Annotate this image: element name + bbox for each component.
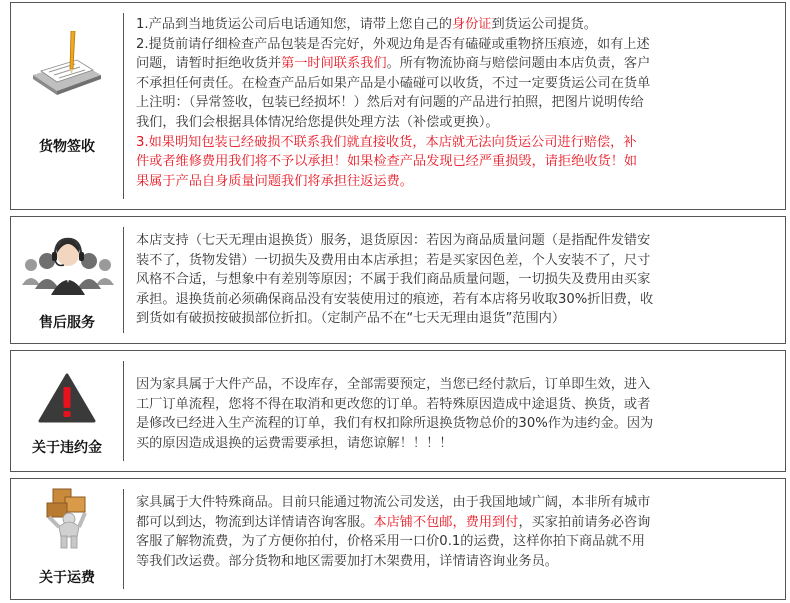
divider — [123, 489, 124, 589]
divider — [123, 361, 124, 461]
text-line — [136, 532, 775, 552]
text-segment: 装不了，货物发错）一切损失及费用由本店承担；若是买家因色差，个人安装不了，尺寸 — [136, 252, 651, 268]
text-segment: 2.提货前请仔细检查产品包装是否完好，外观边角是否有磕碰或重物挤压痕迹，如有上述 — [136, 36, 650, 52]
highlight-text: 身份证 — [451, 17, 492, 32]
section-goods-receipt — [10, 2, 786, 210]
text-line — [136, 414, 775, 434]
text-segment: 上注明：（异常签收，包装已经损坏！）然后对有问题的产品进行拍照，把图片说明传给 — [136, 95, 644, 111]
text-line — [136, 309, 775, 329]
text-line — [136, 395, 775, 415]
text-line — [136, 251, 775, 271]
text-segment: 到货运公司提货。 — [491, 17, 597, 32]
text-line — [136, 93, 775, 113]
section-text — [136, 15, 775, 191]
highlight-text: 3.如果明知包装已经破损不联系我们就直接收货，本店就无法向货运公司进行赔偿，补 — [136, 134, 637, 150]
text-line — [136, 152, 775, 172]
section-text — [136, 493, 775, 571]
text-line — [136, 54, 775, 74]
warning-triangle-icon — [38, 373, 96, 423]
text-line — [136, 290, 775, 310]
text-segment: 不承担任何责任。在检查产品后如果产品是小磕碰可以收货，不过一定要货运公司在货单 — [136, 75, 651, 91]
section-shipping — [10, 478, 786, 600]
text-line — [136, 552, 775, 572]
text-segment: 是修改已经进入生产流程的订单，我们有权扣除所退换货物总价的30%作为违约金。因为 — [136, 416, 654, 432]
section-after-sales — [10, 216, 786, 344]
section-label: 关于违约金 — [32, 440, 102, 456]
highlight-text: 件或者维修费用我们将不予以承担！如果检查产品发现已经严重损毁，请拒绝收货！如 — [136, 154, 638, 170]
text-line — [136, 74, 775, 94]
text-segment: 我们，我们会根据具体情况给您提供处理方法（补偿或更换）。 — [136, 114, 499, 130]
text-segment: 都可以到达，物流到达详情请咨询客服。 — [136, 514, 374, 530]
text-segment: 。所有物流协商与赔偿问题由本店负责，客户 — [386, 56, 651, 72]
text-segment: 客服了解物流费，为了方便你拍付，价格采用一口价0.1的运费，这样你拍下商品就不用 — [136, 534, 645, 550]
text-segment: 风格不合适，与想象中有差别等原因；不属于我们商品质量问题，一切损失及费用由买家 — [136, 272, 651, 288]
text-segment: 因为家具属于大件产品，不设库存，全部需要预定，当您已经付款后，订单即生效，进入 — [136, 377, 651, 392]
text-line — [136, 113, 775, 133]
text-line — [136, 434, 775, 454]
person-carrying-boxes-icon — [35, 487, 101, 549]
text-segment: 工厂订单流程，您将不得在取消和更改您的订单。若特殊原因造成中途退货、换货，或者 — [136, 396, 651, 412]
text-segment: 到货如有破损按破损部位折扣。（定制产品不在“七天无理由退货”范围内） — [136, 311, 566, 327]
section-text — [136, 231, 775, 329]
text-segment: 承担。退换货前必须确保商品没有安装使用过的痕迹，若有本店将另收取30%折旧费，收 — [136, 291, 654, 307]
highlight-text: 本店铺不包邮，费用到付 — [373, 514, 519, 530]
divider — [123, 13, 124, 199]
highlight-text: 第一时间联系我们 — [281, 56, 387, 72]
section-label: 售后服务 — [39, 315, 95, 331]
clipboard-pencil-icon — [27, 31, 107, 105]
section-text — [136, 375, 775, 453]
text-line — [136, 231, 775, 251]
text-line — [136, 270, 775, 290]
text-segment: 1.产品到当地货运公司后电话通知您，请带上您自己的 — [136, 17, 452, 32]
text-line — [136, 133, 775, 153]
highlight-text: 果属于产品自身质量问题我们将承担往返运费。 — [136, 173, 413, 189]
section-label: 货物签收 — [39, 139, 95, 155]
text-line — [136, 172, 775, 192]
section-label: 关于运费 — [39, 570, 95, 586]
text-line — [136, 35, 775, 55]
text-segment: 问题，请暂时拒绝收货并 — [136, 56, 282, 72]
text-line — [136, 513, 775, 533]
section-penalty — [10, 350, 786, 472]
text-line — [136, 493, 775, 513]
text-segment: 等我们改运费。部分货物和地区需要加打木架费用，详情请咨询业务员。 — [136, 553, 558, 569]
divider — [123, 227, 124, 333]
text-segment: 家具属于大件特殊商品。目前只能通过物流公司发送，由于我国地域广阔，本非所有城市 — [136, 495, 651, 510]
text-line — [136, 375, 775, 395]
text-line — [136, 15, 775, 35]
text-segment: 本店支持（七天无理由退换货）服务，退货原因：若因为商品质量问题（是指配件发错安 — [136, 233, 651, 248]
text-segment: ，买家拍前请务必咨询 — [518, 514, 651, 530]
customer-service-headset-icon — [19, 229, 117, 299]
text-segment: 买的原因造成退换的运费需要承担，请您谅解！！！！ — [136, 435, 453, 451]
section-icon-area — [11, 3, 123, 209]
